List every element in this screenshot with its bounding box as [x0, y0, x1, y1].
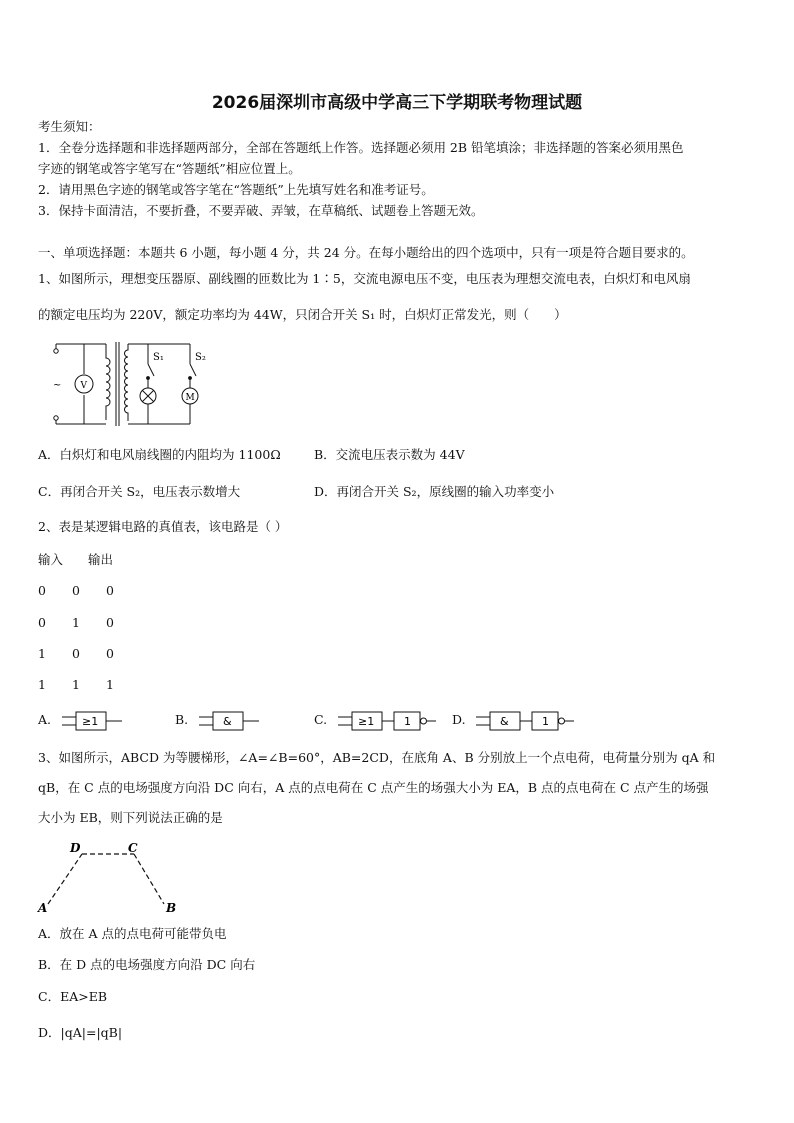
notice-line: 2．请用黑色字迹的钢笔或答字笔在“答题纸”上先填写姓名和准考证号。	[38, 182, 434, 197]
truth-table-cell: 1	[72, 677, 80, 692]
truth-table-cell: 1	[38, 677, 46, 692]
q1-option-c: C．再闭合开关 S₂，电压表示数增大	[38, 484, 241, 499]
svg-text:&: &	[500, 715, 509, 728]
svg-text:&: &	[223, 715, 232, 728]
svg-text:≥1: ≥1	[82, 715, 99, 728]
notice-line: 1．全卷分选择题和非选择题两部分，全部在答题纸上作答。选择题必须用 2B 铅笔填涂；非选择题的答案必须用黑色	[38, 140, 684, 155]
svg-text:≥1: ≥1	[358, 715, 375, 728]
truth-table-cell: 0	[106, 583, 114, 598]
truth-table-cell: 1	[106, 677, 114, 692]
q3-stem-line3: 大小为 EB，则下列说法正确的是	[38, 810, 223, 825]
truth-table-cell: 1	[38, 646, 46, 661]
q1-option-a: A．白炽灯和电风扇线圈的内阻均为 1100Ω	[38, 447, 281, 462]
notice-line: 3．保持卡面清洁，不要折叠，不要弄破、弄皱，在草稿纸、试题卷上答题无效。	[38, 203, 484, 218]
fan-motor-label: M	[185, 393, 195, 403]
truth-table-cell: 0	[106, 646, 114, 661]
switch-s1-label: S₁	[153, 352, 164, 363]
q1-stem-line1: 1、如图所示，理想变压器原、副线圈的匝数比为 1∶5，交流电源电压不变，电压表为理想交流电表，白炽灯和电风扇	[38, 271, 691, 286]
q3-stem-line1: 3、如图所示，ABCD 为等腰梯形，∠A=∠B=60°，AB=2CD，在底角 A、B 分别放上一个点电荷，电荷量分别为 qA 和	[38, 750, 716, 765]
truth-table-header-output: 输出	[88, 552, 114, 567]
q2-option-c-label: C.	[314, 712, 328, 727]
transformer-circuit-diagram	[44, 342, 216, 428]
q1-option-b: B．交流电压表示数为 44V	[314, 447, 465, 462]
vertex-a-label: A	[38, 901, 48, 915]
q3-stem-line2: qB，在 C 点的电场强度方向沿 DC 向右，A 点的点电荷在 C 点产生的场强大小为 EA，B 点的点电荷在 C 点产生的场强	[38, 780, 709, 795]
truth-table-cell: 0	[38, 615, 46, 630]
q3-option-d: D．|qA|=|qB|	[38, 1025, 123, 1040]
q2-option-a-label: A.	[38, 712, 52, 727]
vertex-c-label: C	[128, 841, 138, 855]
or-gate-icon	[62, 710, 126, 732]
truth-table-cell: 0	[72, 646, 80, 661]
vertex-b-label: B	[166, 901, 177, 915]
notice-heading: 考生须知：	[38, 119, 101, 134]
q2-option-b-label: B.	[175, 712, 189, 727]
svg-text:1: 1	[542, 715, 549, 728]
svg-text:1: 1	[404, 715, 411, 728]
q1-stem-line2: 的额定电压均为 220V，额定功率均为 44W，只闭合开关 S₁ 时，白炽灯正常发光，则（ ）	[38, 307, 567, 322]
truth-table-cell: 0	[38, 583, 46, 598]
q1-option-d: D．再闭合开关 S₂，原线圈的输入功率变小	[314, 484, 555, 499]
trapezoid-diagram	[36, 840, 182, 916]
section-heading: 一、单项选择题：本题共 6 小题，每小题 4 分，共 24 分。在每小题给出的四个选项中，只有一项是符合题目要求的。	[38, 245, 694, 260]
q2-option-d-label: D.	[452, 712, 466, 727]
truth-table-cell: 1	[72, 615, 80, 630]
truth-table-cell: 0	[106, 615, 114, 630]
and-not-gate-icon	[476, 710, 576, 732]
truth-table-header-input: 输入	[38, 552, 64, 567]
q3-option-a: A．放在 A 点的点电荷可能带负电	[38, 926, 227, 941]
voltmeter-label: V	[80, 381, 87, 391]
page-title: 2026届深圳市高级中学高三下学期联考物理试题	[211, 93, 583, 113]
q3-option-b: B．在 D 点的电场强度方向沿 DC 向右	[38, 957, 256, 972]
q2-stem: 2、表是某逻辑电路的真值表，该电路是（ ）	[38, 519, 288, 534]
q3-option-c: C．EA>EB	[38, 989, 108, 1004]
and-gate-icon	[199, 710, 263, 732]
ac-source-symbol: ~	[53, 380, 62, 391]
or-not-gate-icon	[338, 710, 438, 732]
switch-s2-label: S₂	[195, 352, 206, 363]
notice-line: 字迹的钢笔或答字笔写在“答题纸”相应位置上。	[38, 161, 301, 176]
vertex-d-label: D	[70, 841, 81, 855]
truth-table-cell: 0	[72, 583, 80, 598]
